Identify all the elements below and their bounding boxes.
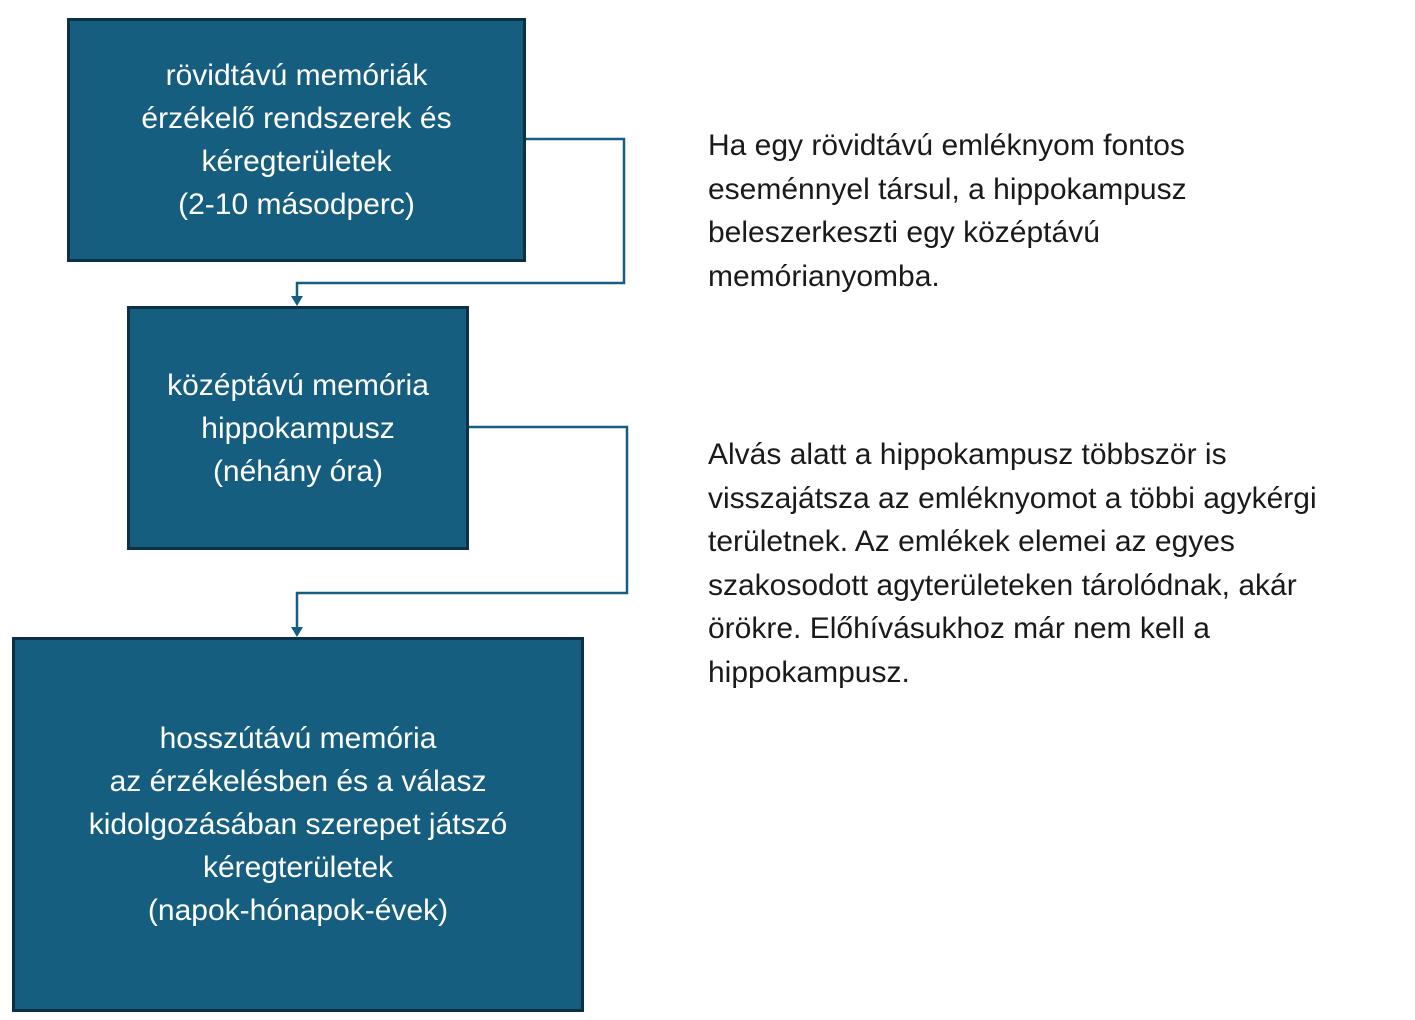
sleep-replay-note-line: visszajátsza az emléknyomot a többi agykérgi (708, 481, 1317, 515)
long-term-location-cont: kidolgozásában szerepet játszó (88, 808, 508, 841)
consolidation-note-line: eseménnyel társul, a hippokampusz (708, 172, 1187, 206)
short-term-duration: (2-10 másodperc) (178, 188, 415, 221)
medium-term-duration: (néhány óra) (212, 454, 384, 488)
short-term-memory-box (67, 18, 526, 262)
long-term-memory-box (12, 637, 584, 1012)
short-term-title: rövidtávú memóriák (165, 59, 428, 92)
sleep-replay-note-line: szakosodott agyterületeken tárolódnak, akár (708, 568, 1297, 602)
short-term-location: érzékelő rendszerek és (141, 102, 452, 135)
medium-term-memory-box (127, 306, 469, 550)
consolidation-note (708, 124, 1187, 298)
short-term-memory-text (141, 54, 451, 226)
long-term-location-end: kéregterületek (202, 851, 394, 884)
medium-term-title: középtávú memória (167, 368, 429, 402)
medium-term-memory-text (167, 364, 429, 493)
long-term-duration: (napok-hónapok-évek) (147, 894, 449, 927)
long-term-title: hosszútávú memória (159, 722, 437, 755)
long-term-location: az érzékelésben és a válasz (109, 765, 487, 798)
sleep-replay-note-line: hippokampusz. (708, 655, 910, 689)
sleep-replay-note-line: örökre. Előhívásukhoz már nem kell a (708, 612, 1210, 645)
sleep-replay-note (708, 433, 1317, 694)
long-term-memory-text (89, 717, 508, 932)
sleep-replay-note-line: Alvás alatt a hippokampusz többször is (708, 438, 1227, 471)
consolidation-note-line: beleszerkeszti egy középtávú (708, 216, 1100, 249)
arrowhead-to-mid (291, 296, 303, 306)
short-term-location-cont: kéregterületek (201, 145, 392, 178)
consolidation-note-line: memórianyomba. (708, 259, 940, 293)
medium-term-location: hippokampusz (201, 411, 395, 445)
arrowhead-to-long (291, 627, 303, 637)
consolidation-note-line: Ha egy rövidtávú emléknyom fontos (708, 129, 1185, 162)
sleep-replay-note-line: területnek. Az emlékek elemei az egyes (708, 525, 1235, 558)
